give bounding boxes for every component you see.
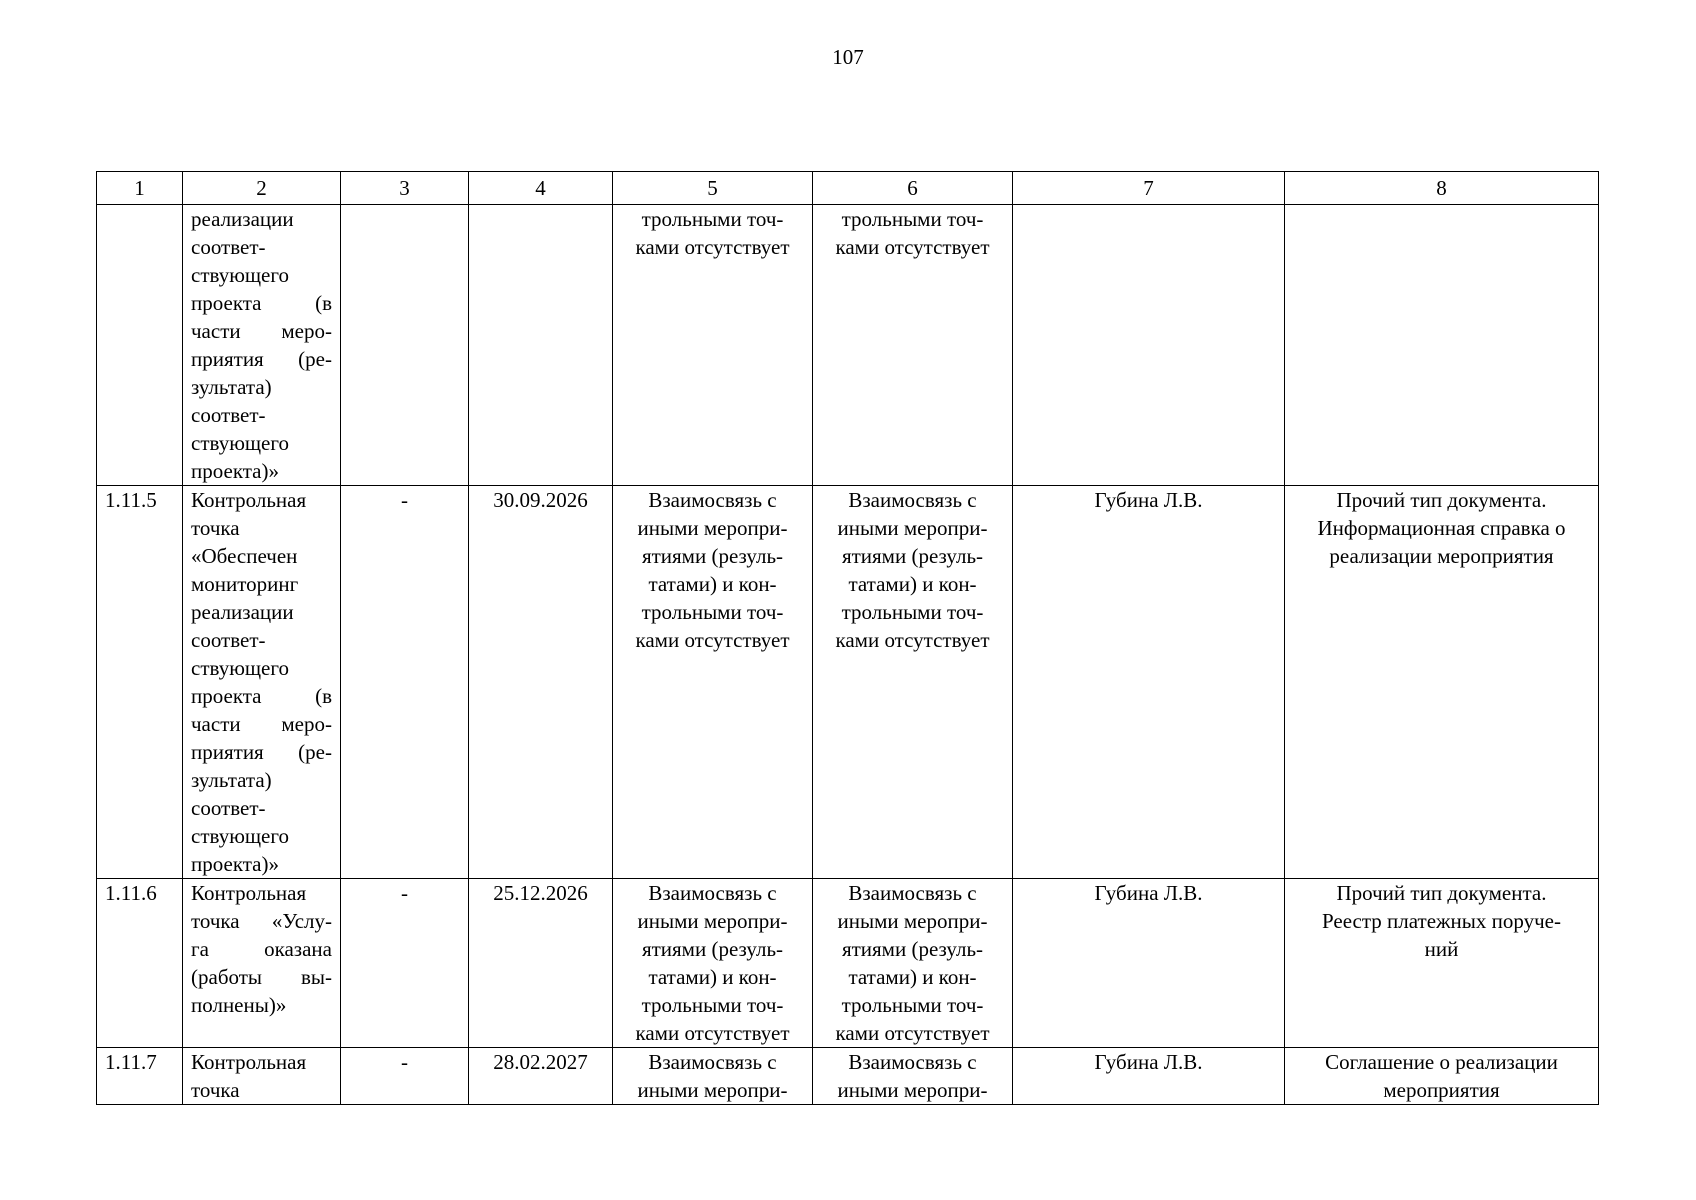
cell-relation-6 <box>813 486 1013 879</box>
cell-document <box>1285 486 1599 879</box>
cell-document-line: Информационная справка о <box>1317 516 1566 540</box>
cell-name-line: ствующего <box>191 656 289 680</box>
cell-name-line: точка <box>191 516 240 540</box>
cell-relation-6-line: Взаимосвязь с <box>848 488 977 512</box>
cell-name-line: «Обеспечен <box>191 544 298 568</box>
cell-relation-6-line: Взаимосвязь с <box>848 1050 977 1074</box>
cell-document-line: мероприятия <box>1383 1078 1500 1102</box>
header-col-3: 3 <box>341 172 469 205</box>
cell-col-3: - <box>341 1048 469 1105</box>
cell-responsible: Губина Л.В. <box>1013 1048 1285 1105</box>
cell-document-line: реализации мероприятия <box>1329 544 1554 568</box>
cell-relation-5-line: ятиями (резуль- <box>641 544 784 568</box>
cell-relation-6-line: ками отсутствует <box>835 628 990 652</box>
cell-responsible: Губина Л.В. <box>1013 879 1285 1048</box>
header-col-2: 2 <box>183 172 341 205</box>
cell-relation-5-line: ятиями (резуль- <box>641 937 784 961</box>
cell-relation-6-line: иными меропри- <box>837 909 988 933</box>
cell-relation-6-line: татами) и кон- <box>848 965 977 989</box>
cell-relation-5-line: ками отсутствует <box>635 628 790 652</box>
cell-name-line: проекта)» <box>191 459 279 483</box>
cell-name-line: ствующего <box>191 824 289 848</box>
table-row <box>97 879 1599 1048</box>
table-row <box>97 1048 1599 1105</box>
cell-name-line: точка «Услу- <box>191 909 332 933</box>
cell-relation-5-line: татами) и кон- <box>648 572 777 596</box>
cell-item-number: 1.11.5 <box>97 486 183 879</box>
cell-name-line: точка <box>191 1078 240 1102</box>
cell-name-line: проекта (в <box>191 291 332 315</box>
cell-name-line: соответ- <box>191 235 266 259</box>
cell-relation-6-line: татами) и кон- <box>848 572 977 596</box>
cell-relation-6 <box>813 879 1013 1048</box>
header-col-7: 7 <box>1013 172 1285 205</box>
cell-name-line: проекта)» <box>191 852 279 876</box>
cell-document-line: Прочий тип документа. <box>1336 881 1547 905</box>
cell-responsible <box>1013 205 1285 486</box>
header-col-6: 6 <box>813 172 1013 205</box>
cell-document-line: Реестр платежных поруче- <box>1321 909 1561 933</box>
cell-item-number <box>97 205 183 486</box>
cell-relation-5-line: Взаимосвязь с <box>648 1050 777 1074</box>
cell-date: 28.02.2027 <box>469 1048 613 1105</box>
cell-date: 30.09.2026 <box>469 486 613 879</box>
cell-name-line: реализации <box>191 600 294 624</box>
page-number: 107 <box>832 45 864 69</box>
cell-name-line: полнены)» <box>191 993 287 1017</box>
cell-name-line: соответ- <box>191 796 266 820</box>
cell-responsible: Губина Л.В. <box>1013 486 1285 879</box>
header-col-5: 5 <box>613 172 813 205</box>
cell-item-number: 1.11.7 <box>97 1048 183 1105</box>
cell-relation-6-line: трольными точ- <box>841 993 984 1017</box>
cell-document-line: ний <box>1424 937 1459 961</box>
cell-col-3: - <box>341 486 469 879</box>
cell-name-line: га оказана <box>191 937 332 961</box>
cell-name-line: приятия (ре- <box>191 347 332 371</box>
cell-relation-5-line: ками отсутствует <box>635 235 790 259</box>
cell-document <box>1285 879 1599 1048</box>
cell-item-number: 1.11.6 <box>97 879 183 1048</box>
cell-name-line: (работы вы- <box>191 965 332 989</box>
cell-relation-5-line: Взаимосвязь с <box>648 881 777 905</box>
cell-name-line: ствующего <box>191 263 289 287</box>
cell-name-line: приятия (ре- <box>191 740 332 764</box>
cell-relation-5-line: трольными точ- <box>641 993 784 1017</box>
cell-relation-6-line: Взаимосвязь с <box>848 881 977 905</box>
cell-relation-5-line: иными меропри- <box>637 909 788 933</box>
cell-name <box>183 1048 341 1105</box>
cell-col-3 <box>341 205 469 486</box>
cell-relation-5-line: трольными точ- <box>641 207 784 231</box>
header-col-4: 4 <box>469 172 613 205</box>
cell-document-line: Соглашение о реализации <box>1325 1050 1558 1074</box>
cell-date <box>469 205 613 486</box>
cell-relation-5 <box>613 486 813 879</box>
cell-relation-5-line: иными меропри- <box>637 516 788 540</box>
cell-relation-5 <box>613 879 813 1048</box>
cell-name-line: соответ- <box>191 628 266 652</box>
table-row <box>97 205 1599 486</box>
cell-name <box>183 205 341 486</box>
cell-relation-6 <box>813 205 1013 486</box>
cell-relation-6-line: ятиями (резуль- <box>841 544 984 568</box>
cell-document <box>1285 205 1599 486</box>
cell-name-line: части меро- <box>191 712 332 736</box>
cell-relation-5-line: ками отсутствует <box>635 1021 790 1045</box>
cell-relation-5-line: трольными точ- <box>641 600 784 624</box>
cell-relation-5-line: иными меропри- <box>637 1078 788 1102</box>
cell-relation-5 <box>613 205 813 486</box>
cell-name-line: ствующего <box>191 431 289 455</box>
cell-name-line: мониторинг <box>191 572 299 596</box>
cell-relation-6-line: иными меропри- <box>837 516 988 540</box>
cell-relation-6-line: ками отсутствует <box>835 1021 990 1045</box>
cell-name-line: Контрольная <box>191 1050 307 1074</box>
cell-relation-5-line: татами) и кон- <box>648 965 777 989</box>
cell-date: 25.12.2026 <box>469 879 613 1048</box>
cell-relation-6-line: трольными точ- <box>841 207 984 231</box>
cell-relation-5-line: Взаимосвязь с <box>648 488 777 512</box>
cell-name-line: части меро- <box>191 319 332 343</box>
cell-name-line: зультата) <box>191 375 272 399</box>
cell-name-line: Контрольная <box>191 881 307 905</box>
plan-table <box>96 171 1599 1105</box>
cell-relation-6-line: ками отсутствует <box>835 235 990 259</box>
cell-document <box>1285 1048 1599 1105</box>
table-row <box>97 486 1599 879</box>
cell-relation-6 <box>813 1048 1013 1105</box>
cell-relation-6-line: ятиями (резуль- <box>841 937 984 961</box>
cell-name-line: реализации <box>191 207 294 231</box>
cell-relation-6-line: трольными точ- <box>841 600 984 624</box>
cell-name-line: проекта (в <box>191 684 332 708</box>
cell-name <box>183 879 341 1048</box>
header-row <box>97 172 1599 205</box>
cell-relation-5 <box>613 1048 813 1105</box>
cell-col-3: - <box>341 879 469 1048</box>
cell-document-line: Прочий тип документа. <box>1336 488 1547 512</box>
header-col-1: 1 <box>97 172 183 205</box>
cell-name-line: зультата) <box>191 768 272 792</box>
cell-name-line: Контрольная <box>191 488 307 512</box>
cell-relation-6-line: иными меропри- <box>837 1078 988 1102</box>
table-body <box>97 205 1599 1105</box>
header-col-8: 8 <box>1285 172 1599 205</box>
cell-name <box>183 486 341 879</box>
cell-name-line: соответ- <box>191 403 266 427</box>
